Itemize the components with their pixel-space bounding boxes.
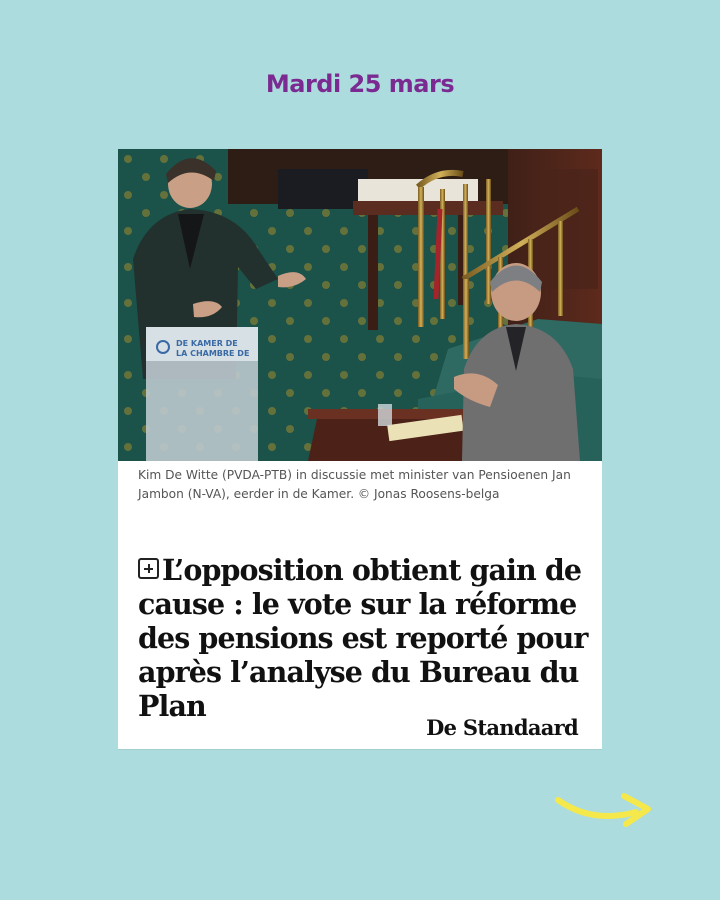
- photo-caption: Kim De Witte (PVDA-PTB) in discussie met minister van Pensioenen Jan Jambon (N-VA), eerder in de Kamer. © Jonas Roosens-belga: [138, 468, 571, 501]
- svg-text:LA CHAMBRE DE: LA CHAMBRE DE: [176, 349, 250, 358]
- svg-text:DE KAMER DE: DE KAMER DE: [176, 339, 238, 348]
- source-logo: De Standaard: [426, 715, 578, 740]
- headline-text[interactable]: L’opposition obtient gain de cause : le vote sur la réforme des pensions est reporté pour après l’analyse du Bureau du Plan: [138, 553, 588, 723]
- article-photo: [118, 149, 602, 461]
- arrow-right-icon[interactable]: [552, 786, 656, 832]
- article-headline[interactable]: [138, 553, 593, 723]
- post-date: Mardi 25 mars: [265, 70, 455, 98]
- article-card[interactable]: [118, 149, 602, 749]
- plus-box-icon[interactable]: [138, 558, 159, 579]
